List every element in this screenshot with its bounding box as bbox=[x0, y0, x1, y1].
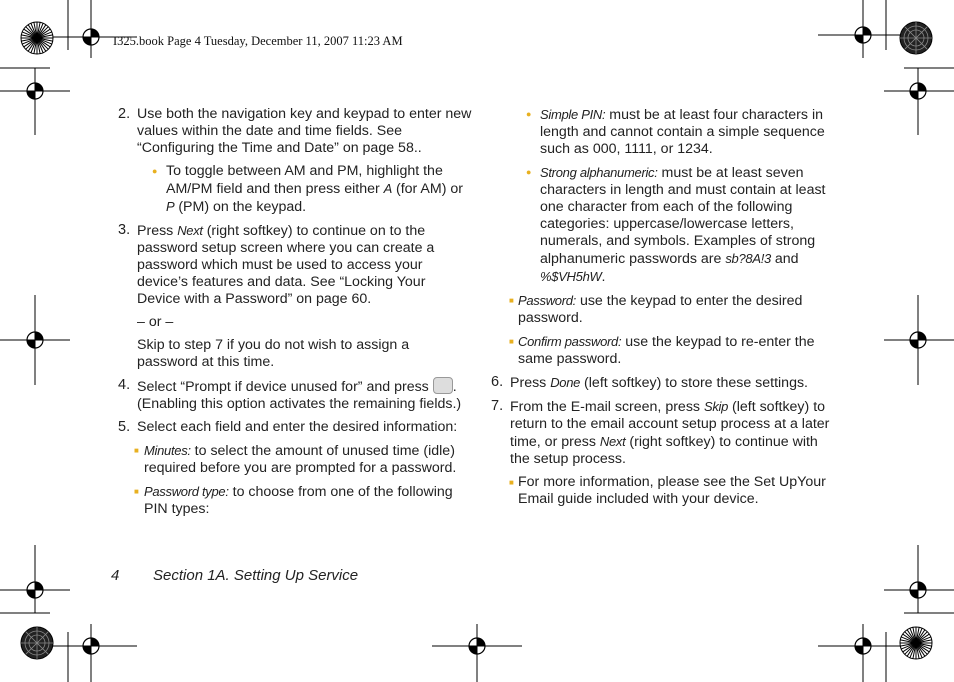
bullet-square-icon: ■ bbox=[134, 446, 139, 455]
step-text: Press Next (right softkey) to continue on to the password setup screen where you can create a password which must be used to access your device’s features and data. See “Locking Your Device with a Password” on page 60. bbox=[137, 223, 435, 307]
step-number: 3. bbox=[118, 222, 131, 238]
page-footer bbox=[111, 567, 358, 584]
softkey-label: Skip bbox=[703, 399, 729, 414]
step-6 bbox=[491, 374, 840, 392]
bullet-dot-icon: ● bbox=[526, 167, 532, 177]
softkey-label: Next bbox=[599, 434, 626, 449]
left-column bbox=[118, 106, 472, 524]
bullet-password: ■ Password: use the keypad to enter the desired password. bbox=[509, 293, 803, 326]
bullet-square-icon: ■ bbox=[509, 296, 514, 305]
step-2 bbox=[118, 106, 472, 216]
bullet-strong-alphanumeric: ● Strong alphanumeric: must be at least seven characters in length and must contain at least one character from each of the following categories: uppercase/lowercase letters, numerals, and symbols. Examples of strong alphanumeric passwords are sb?8A!3 and %$VH5hW. bbox=[526, 165, 826, 285]
section-title: Section 1A. Setting Up Service bbox=[153, 567, 359, 584]
step-text: Select “Prompt if device unused for” and press . (Enabling this option activates the remaining fields.) bbox=[137, 379, 462, 412]
page-number: 4 bbox=[111, 567, 120, 584]
or-divider: – or – bbox=[137, 314, 174, 330]
step-number: 4. bbox=[118, 377, 131, 393]
bullet-dot-icon: ● bbox=[152, 166, 158, 176]
step-4 bbox=[118, 377, 472, 413]
step-3 bbox=[118, 222, 472, 371]
bullet-minutes: ■ Minutes: to select the amount of unused time (idle) required before you are prompted for a password. bbox=[134, 443, 457, 476]
bullet-am-pm: ● To toggle between AM and PM, highlight the AM/PM field and then press either A (for AM) or P (PM) on the keypad. bbox=[152, 163, 463, 215]
bullet-square-icon: ■ bbox=[134, 487, 139, 496]
bullet-simple-pin: ● Simple PIN: must be at least four characters in length and cannot contain a simple sequence such as 000, 1111, or 1234. bbox=[526, 107, 825, 157]
bullet-square-icon: ■ bbox=[509, 337, 514, 346]
print-header: I325.book Page 4 Tuesday, December 11, 2007 11:23 AM bbox=[113, 34, 403, 48]
right-column bbox=[491, 106, 840, 514]
bullet-confirm-password: ■ Confirm password: use the keypad to re-enter the same password. bbox=[509, 334, 815, 367]
skip-text: Skip to step 7 if you do not wish to assign a password at this time. bbox=[137, 337, 410, 370]
bullet-dot-icon: ● bbox=[526, 109, 532, 119]
step-number: 5. bbox=[118, 419, 131, 435]
softkey-label: Next bbox=[177, 223, 203, 238]
bullet-note: ■ For more information, please see the Set UpYour Email guide included with your device. bbox=[509, 474, 826, 507]
step-text: From the E-mail screen, press Skip (left softkey) to return to the email account setup process at a later time, or press Next (right softkey) to continue with the setup process. bbox=[510, 399, 830, 467]
step-text: Use both the navigation key and keypad to enter new values within the date and time fields. See “Configuring the Time and Date” on page 58.. bbox=[137, 106, 472, 156]
step-number: 6. bbox=[491, 374, 504, 390]
step-text: Select each field and enter the desired information: bbox=[137, 419, 458, 435]
step-number: 7. bbox=[491, 398, 504, 414]
step-5 bbox=[118, 419, 472, 518]
step-text: Press Done (left softkey) to store these settings. bbox=[510, 375, 808, 391]
bullet-square-icon: ■ bbox=[509, 478, 514, 487]
step-number: 2. bbox=[118, 106, 131, 122]
softkey-label: Done bbox=[550, 375, 581, 390]
step-7 bbox=[491, 398, 840, 468]
bullet-password-type: ■ Password type: to choose from one of the following PIN types: bbox=[134, 484, 453, 517]
select-key-icon bbox=[433, 377, 453, 394]
